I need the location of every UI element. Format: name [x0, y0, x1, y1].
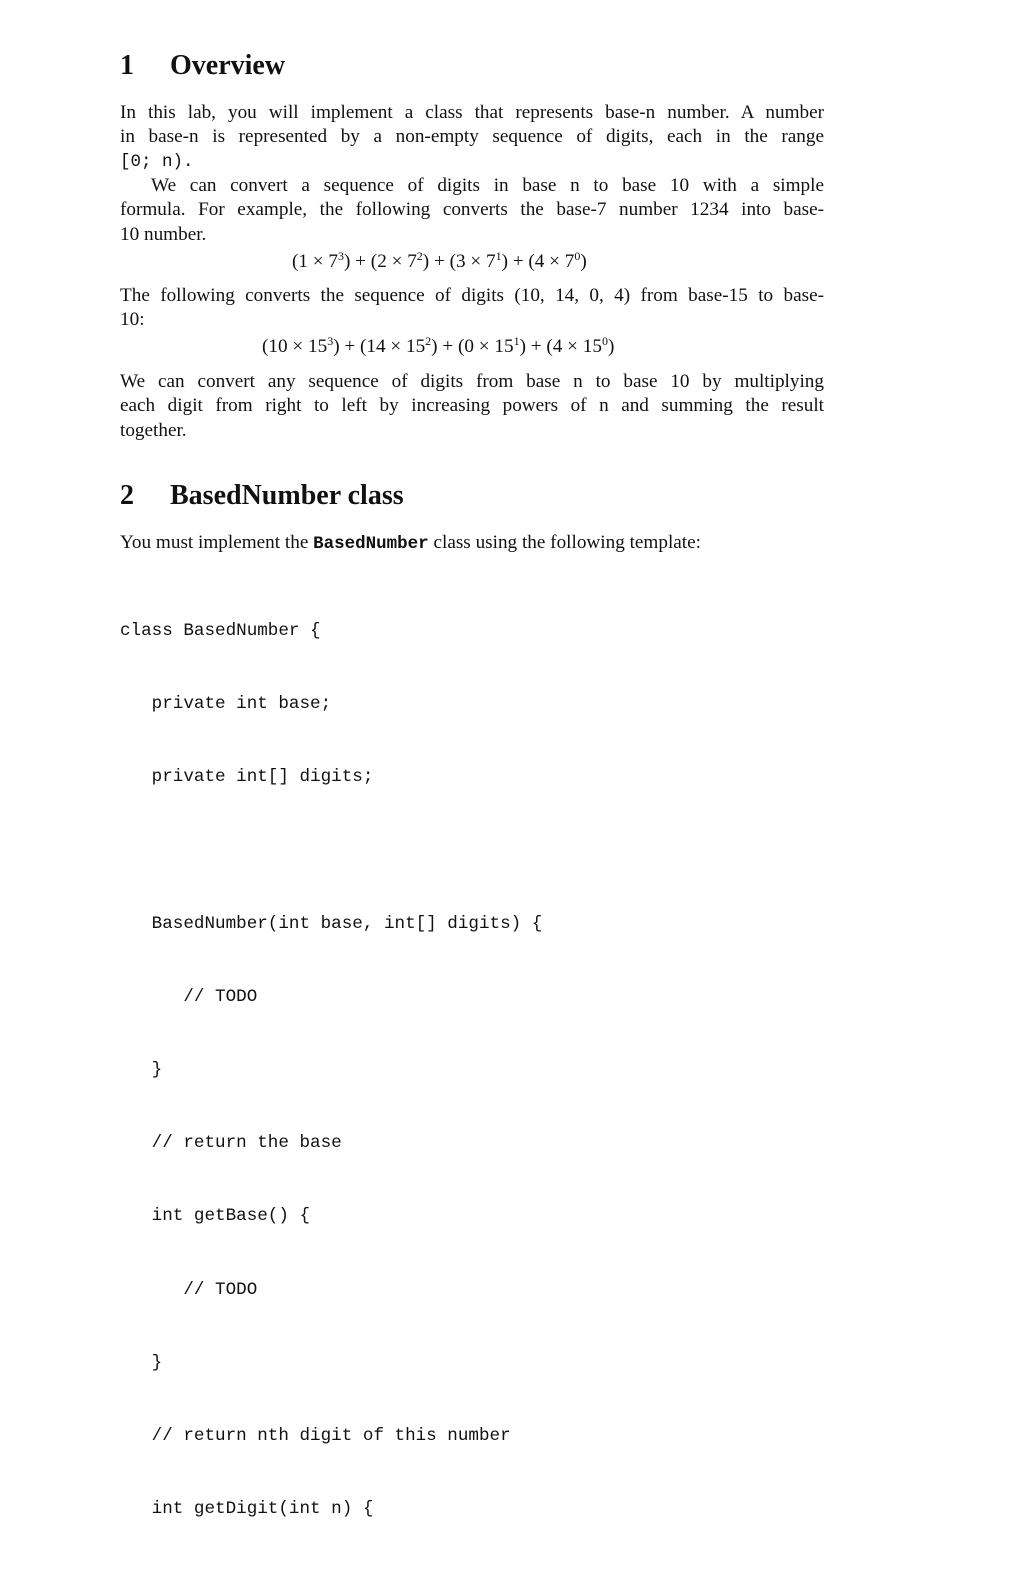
overview-p1-line-2: in base-n is represented by a non-empty sequence of digits, each in the range — [120, 126, 824, 148]
overview-p4-line-1: We can convert any sequence of digits from base n to base 10 by multiplying — [120, 371, 824, 392]
eq1-exp-4: 0 — [574, 249, 581, 263]
code-line: int getBase() { — [120, 1206, 311, 1227]
section-1-heading — [120, 52, 285, 80]
overview-p3-line-2: 10: — [120, 309, 145, 331]
eq2-exp-1: 3 — [327, 334, 334, 348]
eq1-exp-2: 2 — [416, 249, 423, 263]
code-line: private int base; — [120, 694, 332, 715]
code-line: // return the base — [120, 1133, 342, 1154]
section-1-number: 1 — [120, 50, 134, 81]
eq2-term-3: ) + (0 × 15 — [431, 336, 514, 357]
eq2-term-1: (10 × 15 — [262, 336, 328, 357]
section-2-heading — [120, 482, 404, 510]
overview-p2-line-1: We can convert a sequence of digits in base n to base 10 with a simple — [151, 175, 824, 196]
code-line: private int[] digits; — [120, 767, 374, 788]
section-2-title: BasedNumber class — [170, 480, 404, 511]
code-line: } — [120, 1352, 163, 1373]
code-line: // TODO — [120, 1279, 258, 1300]
overview-paragraph-3 — [120, 284, 824, 333]
overview-p4-line-2: each digit from right to left by increasing powers of n and summing the result — [120, 395, 824, 417]
eq2-exp-3: 1 — [513, 334, 520, 348]
code-line: // TODO — [120, 986, 258, 1007]
eq2-term-5: ) — [607, 336, 615, 357]
section-1-title: Overview — [170, 50, 286, 81]
eq1-term-5: ) — [580, 251, 587, 272]
eq1-term-1: (1 × 7 — [292, 251, 338, 272]
code-line: BasedNumber(int base, int[] digits) { — [120, 913, 543, 934]
code-listing — [120, 570, 542, 1570]
eq1-exp-1: 3 — [338, 249, 344, 263]
intro-classname: BasedNumber — [313, 534, 429, 554]
eq2-term-2: ) + (14 × 15 — [333, 336, 426, 357]
eq2-exp-4: 0 — [601, 334, 608, 348]
eq1-term-2: ) + (2 × 7 — [344, 251, 417, 272]
intro-text-after: class using the following template: — [428, 532, 701, 553]
overview-paragraph-2 — [120, 174, 824, 247]
code-line: class BasedNumber { — [120, 620, 321, 641]
eq2-exp-2: 2 — [425, 334, 432, 348]
code-line: // return nth digit of this number — [120, 1426, 511, 1447]
section-2-number: 2 — [120, 480, 134, 511]
section-2-intro — [120, 531, 824, 556]
eq1-term-3: ) + (3 × 7 — [422, 251, 496, 272]
equation-base-7 — [292, 250, 587, 274]
eq1-term-4: ) + (4 × 7 — [501, 251, 575, 272]
overview-p2-line-3: 10 number. — [120, 223, 207, 245]
overview-p1-line-1: In this lab, you will implement a class that represents base-n number. A number — [120, 102, 824, 123]
eq1-exp-3: 1 — [495, 249, 502, 263]
overview-p2-line-2: formula. For example, the following converts the base-7 number 1234 into base- — [120, 199, 824, 221]
overview-p3-line-1: The following converts the sequence of digits (10, 14, 0, 4) from base-15 to base- — [120, 285, 824, 306]
code-line: } — [120, 1060, 163, 1081]
code-line — [120, 838, 542, 862]
code-line: int getDigit(int n) { — [120, 1499, 374, 1520]
intro-text-before: You must implement the — [120, 532, 314, 553]
eq2-term-4: ) + (4 × 15 — [519, 336, 602, 357]
equation-base-15 — [262, 335, 614, 359]
overview-p4-line-3: together. — [120, 419, 187, 441]
overview-paragraph-4 — [120, 370, 824, 443]
overview-p1-line-3: [0; n). — [120, 151, 194, 172]
overview-paragraph-1 — [120, 101, 824, 174]
